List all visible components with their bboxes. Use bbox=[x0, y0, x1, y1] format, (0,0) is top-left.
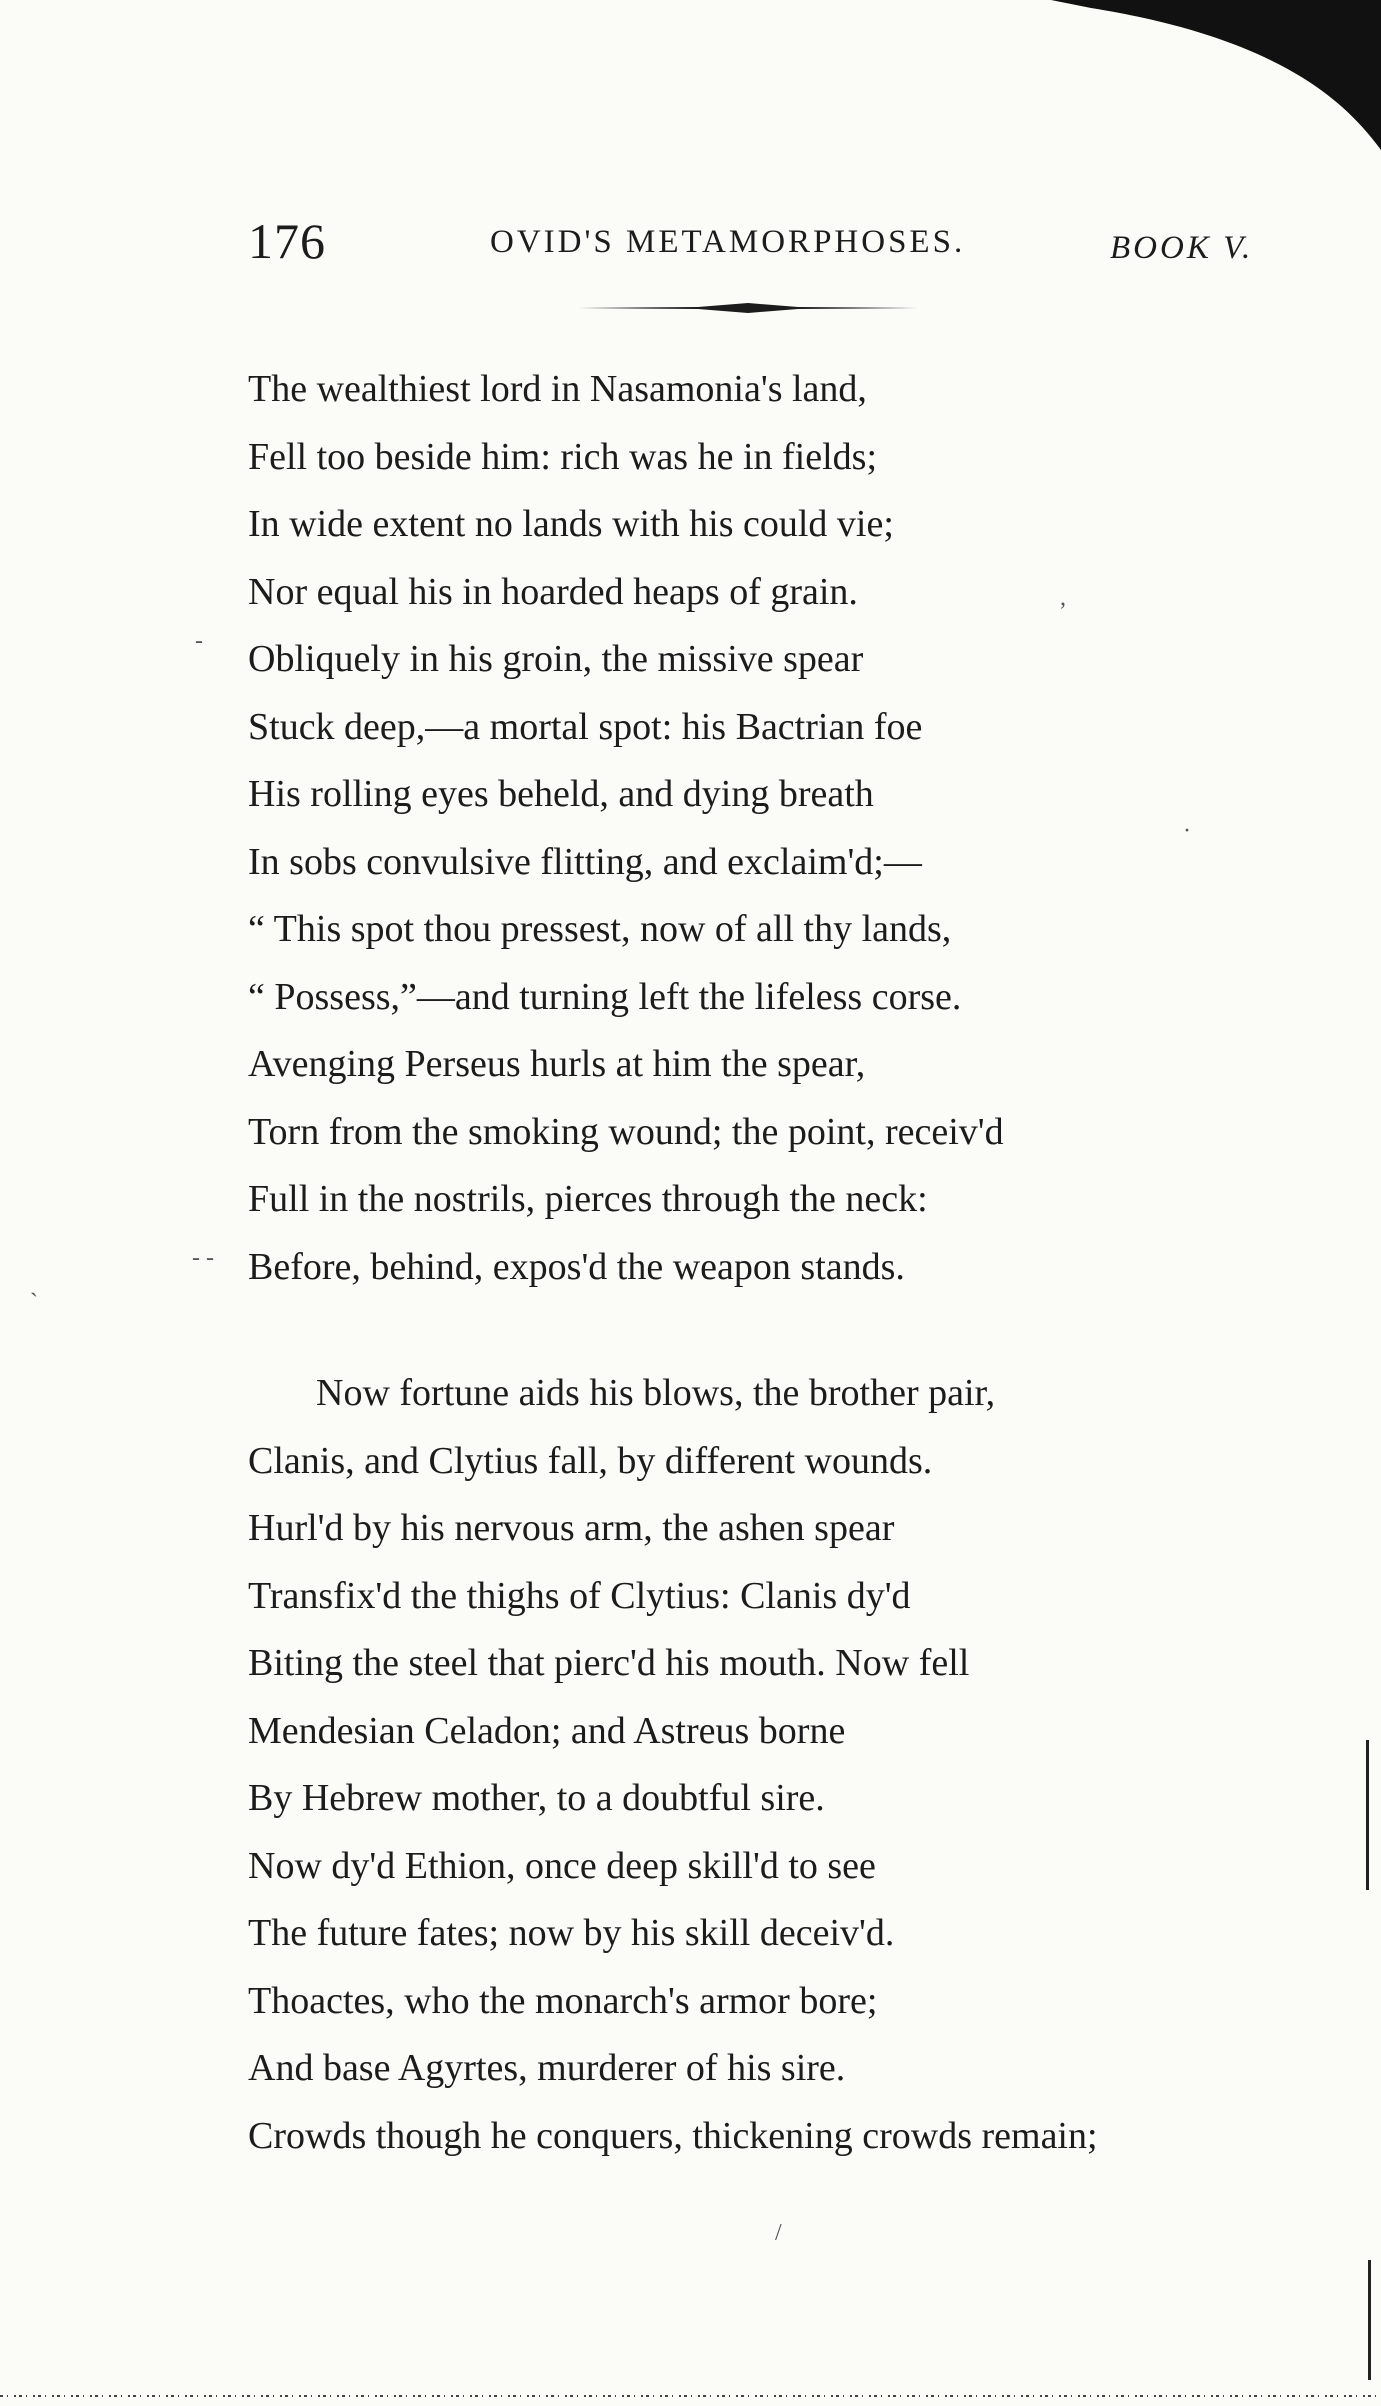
verse-line: Torn from the smoking wound; the point, receiv'd bbox=[248, 1110, 1004, 1153]
verse-line: Avenging Perseus hurls at him the spear, bbox=[248, 1043, 866, 1085]
verse-line: By Hebrew mother, to a doubtful sire. bbox=[248, 1777, 825, 1819]
verse-line: Clanis, and Clytius fall, by different wounds. bbox=[248, 1439, 933, 1482]
page-header bbox=[0, 212, 1381, 272]
verse-line: Full in the nostrils, pierces through the neck: bbox=[248, 1178, 928, 1220]
verse-line: Nor equal his in hoarded heaps of grain. bbox=[248, 570, 858, 613]
book-label: BOOK V. bbox=[1110, 230, 1254, 266]
page-corner-shadow bbox=[1051, 0, 1381, 150]
header-rule bbox=[578, 302, 918, 314]
scan-speck: - - bbox=[192, 1245, 214, 1271]
verse-line: Stuck deep,—a mortal spot: his Bactrian foe bbox=[248, 705, 923, 748]
verse-line: Thoactes, who the monarch's armor bore; bbox=[248, 1979, 878, 2022]
verse-line: The wealthiest lord in Nasamonia's land, bbox=[248, 368, 867, 410]
verse-line: His rolling eyes beheld, and dying breath bbox=[248, 773, 874, 815]
verse-line: Mendesian Celadon; and Astreus borne bbox=[248, 1709, 846, 1752]
stanza-2 bbox=[248, 1360, 1248, 2170]
verse-line: “ Possess,”—and turning left the lifeless corse. bbox=[248, 975, 962, 1018]
scan-speck: ` bbox=[30, 1290, 38, 1316]
verse-line: Hurl'd by his nervous arm, the ashen spear bbox=[248, 1507, 895, 1549]
verse-line: Before, behind, expos'd the weapon stands. bbox=[248, 1245, 905, 1288]
verse-line: Obliquely in his groin, the missive spear bbox=[248, 638, 864, 680]
page-edge-line bbox=[1368, 2260, 1371, 2380]
verse-line: Crowds though he conquers, thickening crowds remain; bbox=[248, 2114, 1098, 2157]
page-edge-line bbox=[1366, 1740, 1369, 1890]
verse-line: Now fortune aids his blows, the brother pair, bbox=[316, 1372, 996, 1414]
scan-speck: / bbox=[775, 2220, 782, 2246]
scan-speck: - bbox=[195, 628, 203, 654]
verse-line: And base Agyrtes, murderer of his sire. bbox=[248, 2047, 846, 2089]
verse-line: Now dy'd Ethion, once deep skill'd to see bbox=[248, 1844, 876, 1887]
verse-line: “ This spot thou pressest, now of all thy lands, bbox=[248, 908, 952, 950]
verse-line: Fell too beside him: rich was he in fields; bbox=[248, 435, 878, 478]
stanza-1 bbox=[248, 356, 1248, 1301]
verse-line: In wide extent no lands with his could vie; bbox=[248, 503, 894, 545]
running-title: OVID'S METAMORPHOSES. bbox=[490, 224, 966, 260]
bottom-page-edge bbox=[0, 2382, 1381, 2406]
page-number: 176 bbox=[248, 213, 326, 269]
verse-line: In sobs convulsive flitting, and exclaim'd;— bbox=[248, 840, 922, 883]
verse-line: The future fates; now by his skill deceiv'd. bbox=[248, 1912, 895, 1954]
verse-line: Transfix'd the thighs of Clytius: Clanis dy'd bbox=[248, 1574, 911, 1617]
scan-speck: · bbox=[1183, 818, 1191, 844]
scan-speck: , bbox=[1060, 585, 1066, 611]
verse-line: Biting the steel that pierc'd his mouth. Now fell bbox=[248, 1642, 970, 1684]
